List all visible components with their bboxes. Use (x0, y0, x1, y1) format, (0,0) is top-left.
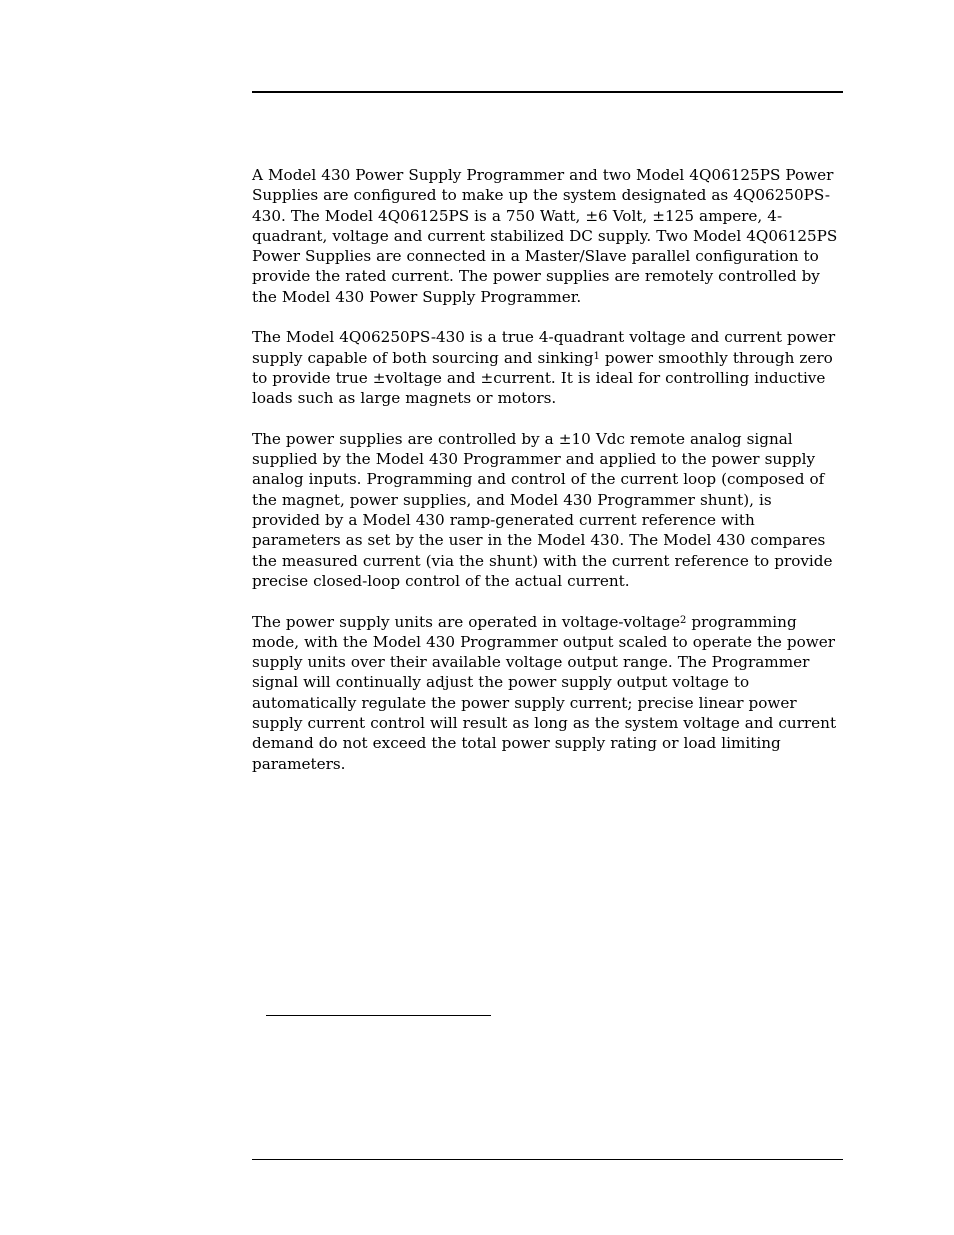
paragraph-text: programming mode, with the Model 430 Programmer output scaled to operate the power supply units over their available voltage output range. The Programmer signal will continually adjust the power supply output voltage to automatically regulate the power supply current; precise linear power supply current control will result as long as the system voltage and current demand do not exceed the total power supply rating or load limiting parameters. (252, 612, 837, 773)
paragraph-programming-mode (252, 612, 844, 774)
paragraph-text: The power supply units are operated in voltage-voltage (252, 612, 680, 631)
paragraph-text: power smoothly through zero to provide true ±voltage and ±current. It is ideal for controlling inductive loads such as large magnets or motors. (252, 348, 833, 408)
paragraph-text: A Model 430 Power Supply Programmer and two Model 4Q06125PS Power Supplies are configured to make up the system designated as 4Q06250PS-430. The Model 4Q06125PS is a 750 Watt, ±6 Volt, ±125 ampere, 4-quadrant, voltage and current stabilized DC supply. Two Model 4Q06125PS Power Supplies are connected in a Master/Slave parallel configuration to provide the rated current. The power supplies are remotely controlled by the Model 430 Power Supply Programmer. (252, 166, 838, 306)
body-text (252, 165, 844, 774)
paragraph-four-quadrant (252, 327, 844, 408)
footnote-marker-1: 1 (593, 351, 600, 363)
footer-rule (252, 1159, 843, 1160)
paragraph-system-overview (252, 165, 844, 307)
paragraph-text: The Model 4Q06250PS-430 is a true 4-quadrant voltage and current power supply capable of both sourcing and sinking (252, 328, 836, 367)
header-rule (252, 91, 843, 93)
paragraph-text: The power supplies are controlled by a ±10 Vdc remote analog signal supplied by the Model 430 Programmer and applied to the power supply analog inputs. Programming and control of the current loop (composed of the magnet, power supplies, and Model 430 Programmer shunt), is provided by a Model 430 ramp-generated current reference with parameters as set by the user in the Model 430. The Model 430 compares the measured current (via the shunt) with the current reference to provide precise closed-loop control of the actual current. (252, 429, 833, 590)
footnote-separator (266, 1015, 491, 1016)
footnote-marker-2: 2 (679, 615, 687, 627)
paragraph-control (252, 429, 844, 591)
